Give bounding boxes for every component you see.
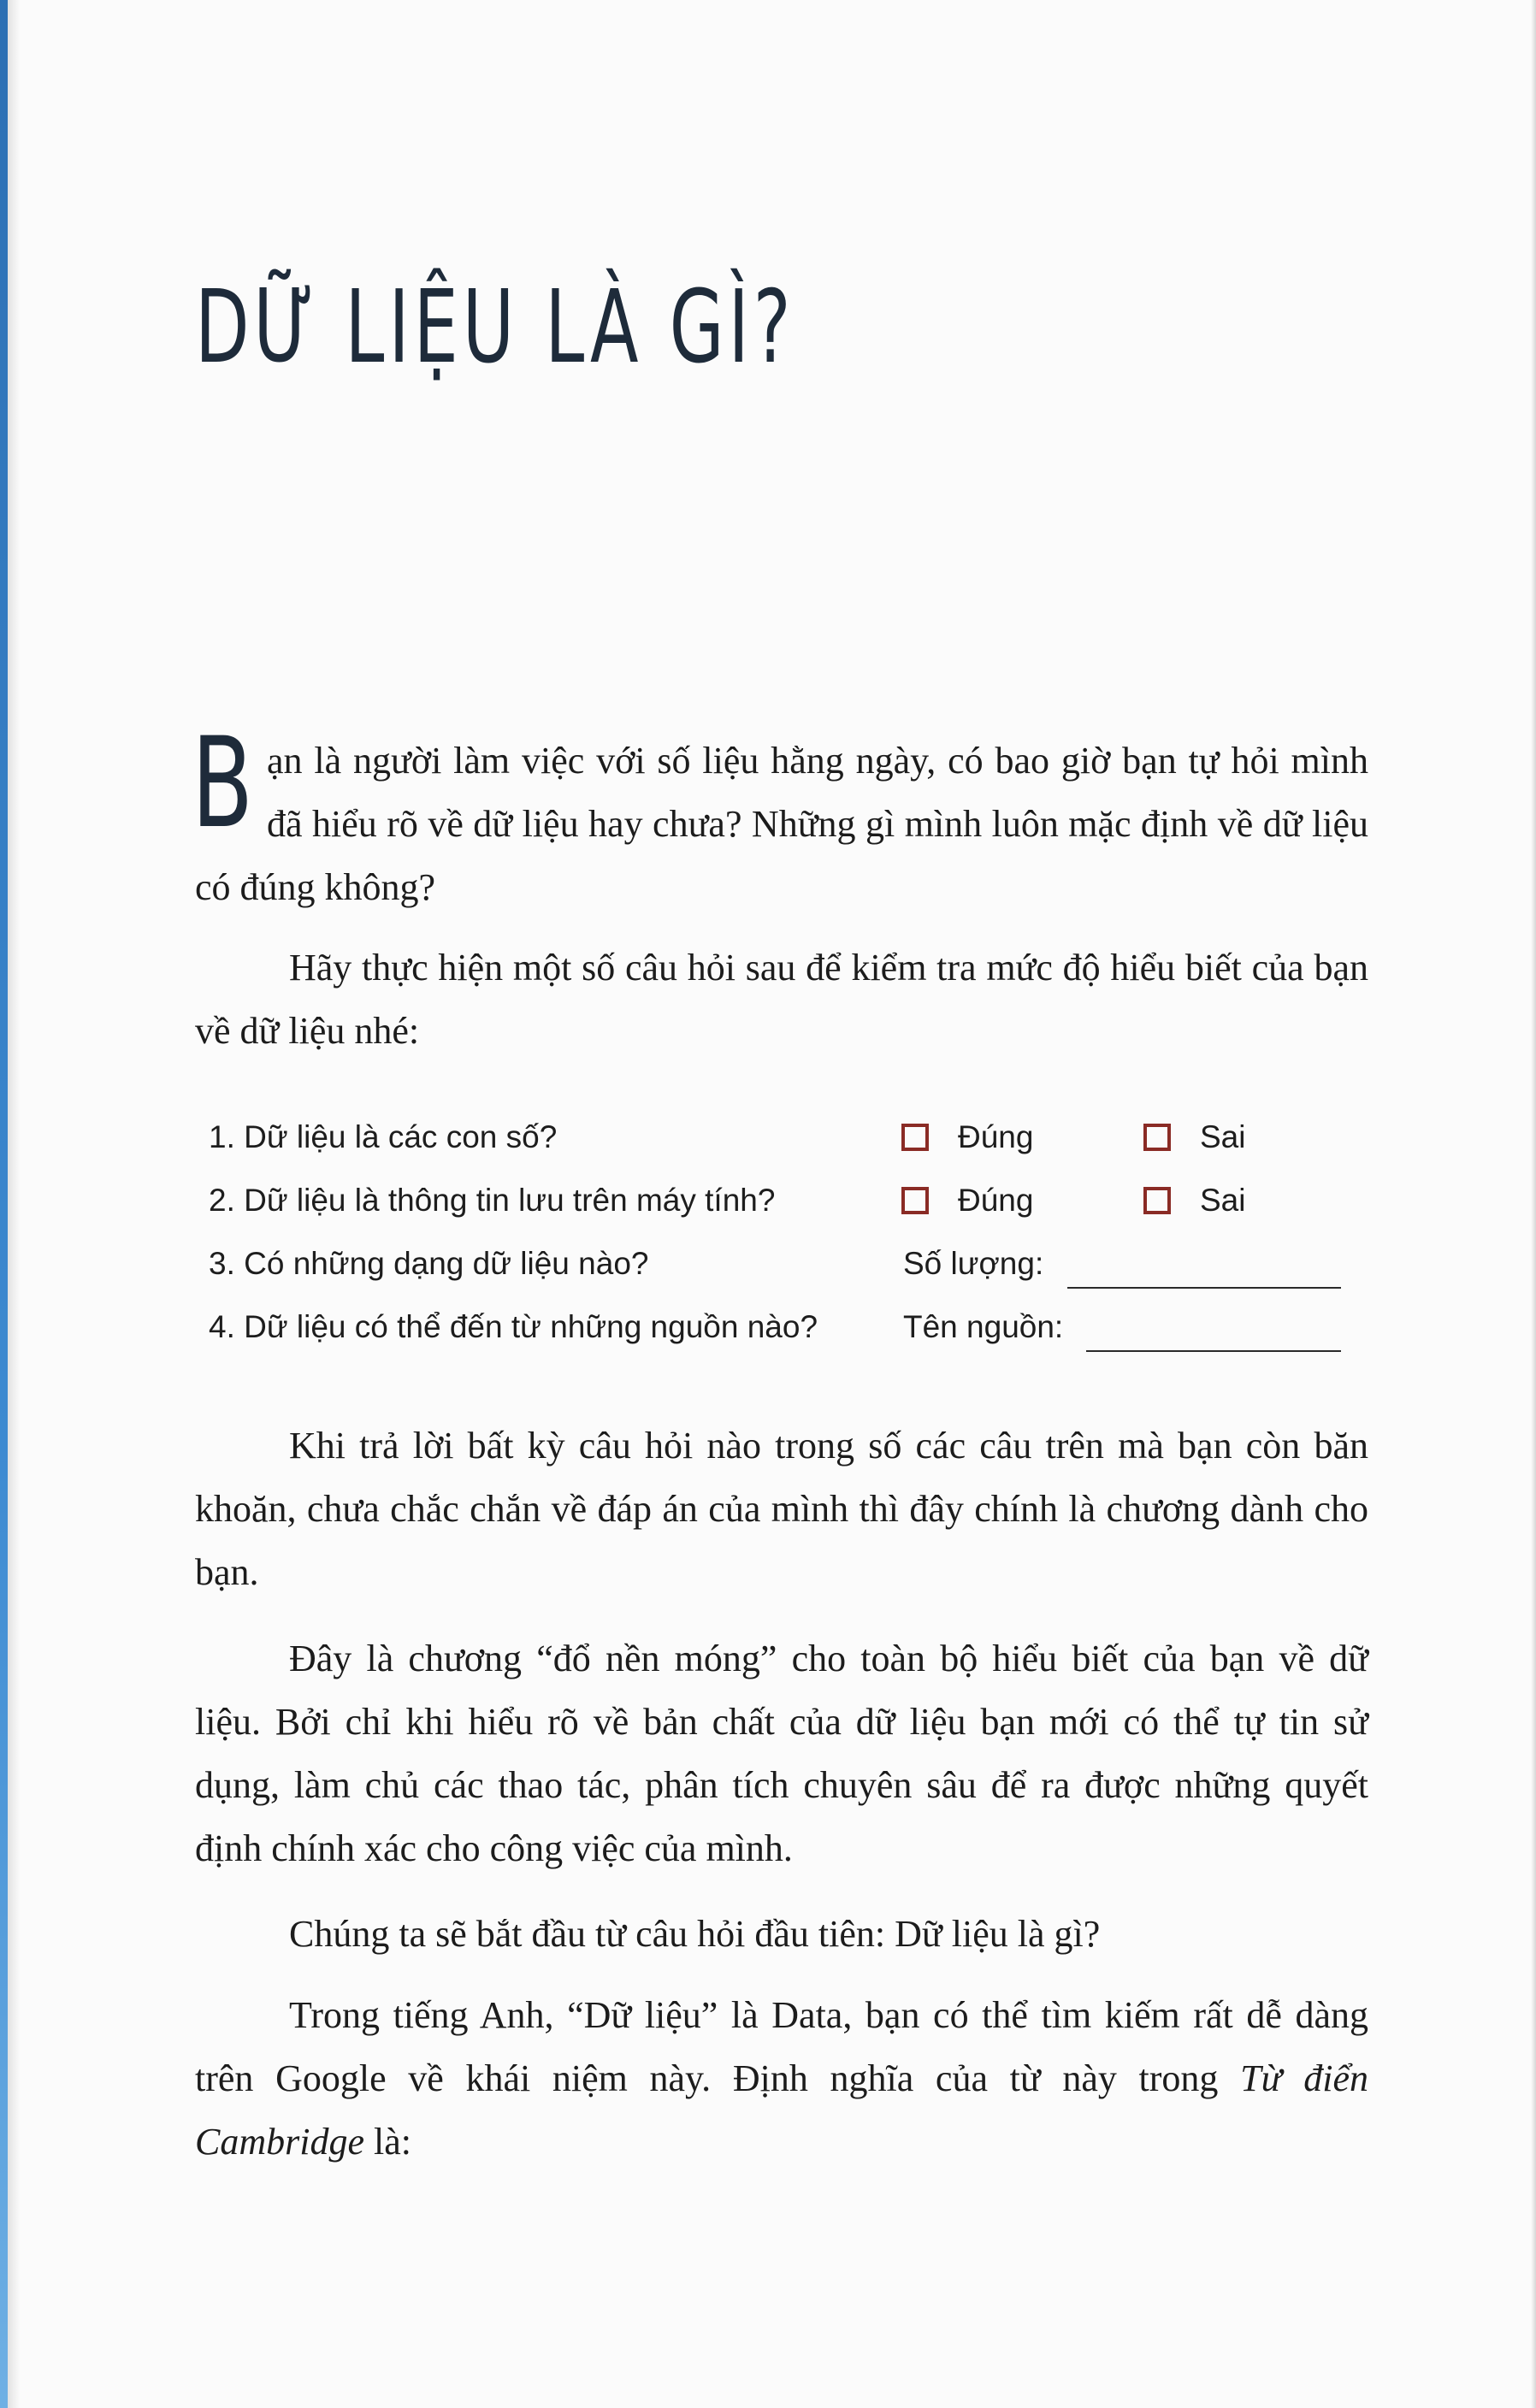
definition-tail: là: (364, 2121, 411, 2163)
true-label: Đúng (958, 1119, 1034, 1154)
definition-text: Trong tiếng Anh, “Dữ liệu” là Data, bạn có thể tìm kiếm rất dễ dàng trên Google về khái niệm này. Định nghĩa của từ này trong (195, 1994, 1368, 2099)
question-1-false-option[interactable] (1143, 1119, 1245, 1155)
page-gutter-shadow (8, 0, 20, 2408)
page-right-edge (1531, 0, 1536, 2408)
question-2-false-option[interactable] (1143, 1183, 1245, 1219)
paragraph-first-question: Chúng ta sẽ bắt đầu từ câu hỏi đầu tiên: Dữ liệu là gì? (289, 1913, 1101, 1955)
question-4-answer-line[interactable] (1086, 1350, 1341, 1352)
question-1-true-option[interactable] (901, 1119, 1033, 1155)
question-2-true-option[interactable] (901, 1183, 1033, 1219)
question-3-text: 3. Có những dạng dữ liệu nào? (209, 1246, 649, 1281)
question-2-text: 2. Dữ liệu là thông tin lưu trên máy tính? (209, 1183, 776, 1218)
false-label: Sai (1200, 1183, 1246, 1218)
dictionary-name: Từ điển Cambridge (195, 2057, 1368, 2163)
true-label: Đúng (958, 1183, 1034, 1218)
paragraph-definition (195, 1984, 1368, 2174)
false-label: Sai (1200, 1119, 1246, 1154)
quiz-row-3 (209, 1237, 1372, 1301)
question-1-true-checkbox[interactable] (901, 1124, 929, 1151)
question-2-true-checkbox[interactable] (901, 1187, 929, 1214)
question-1-text: 1. Dữ liệu là các con số? (209, 1119, 558, 1154)
intro-paragraph (192, 711, 1368, 919)
question-3-fill-label: Số lượng: (903, 1246, 1044, 1281)
question-1-false-checkbox[interactable] (1143, 1124, 1171, 1151)
quiz-row-2 (209, 1174, 1372, 1237)
question-2-false-checkbox[interactable] (1143, 1187, 1171, 1214)
quiz-row-1 (209, 1111, 1372, 1174)
quiz-section (209, 1111, 1372, 1364)
intro-text: ạn là người làm việc với số liệu hằng ngày, có bao giờ bạn tự hỏi mình đã hiểu rõ về dữ liệu hay chưa? Những gì mình luôn mặc định về dữ liệu có đúng không? (195, 740, 1368, 908)
question-3-answer-line[interactable] (1067, 1287, 1341, 1289)
paragraph-uncertain: Khi trả lời bất kỳ câu hỏi nào trong số các câu trên mà bạn còn băn khoăn, chưa chắc chắn về đáp án của mình thì đây chính là chương dành cho bạn. (195, 1425, 1368, 1593)
drop-cap-letter: B (192, 711, 254, 856)
page-edge-blue (0, 0, 8, 2408)
chapter-title: DỮ LIỆU LÀ GÌ? (195, 268, 795, 386)
question-4-fill-label: Tên nguồn: (903, 1309, 1064, 1344)
paragraph-foundation: Đây là chương “đổ nền móng” cho toàn bộ hiểu biết của bạn về dữ liệu. Bởi chỉ khi hiểu rõ về bản chất của dữ liệu bạn mới có thể tự tin sử dụng, làm chủ các thao tác, phân tích chuyên sâu để ra được những quyết định chính xác cho công việc của mình. (195, 1638, 1368, 1869)
question-4-text: 4. Dữ liệu có thể đến từ những nguồn nào? (209, 1309, 818, 1344)
quiz-row-4 (209, 1301, 1372, 1364)
quiz-prompt: Hãy thực hiện một số câu hỏi sau để kiểm tra mức độ hiểu biết của bạn về dữ liệu nhé: (195, 947, 1368, 1052)
